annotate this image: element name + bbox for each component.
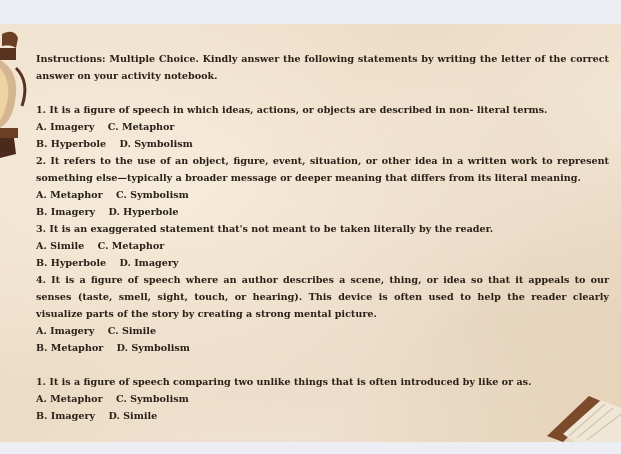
option: D. Symbolism <box>119 139 193 150</box>
option: C. Metaphor <box>97 241 165 252</box>
option: A. Imagery <box>36 122 95 133</box>
worksheet-content <box>36 51 609 425</box>
question-1-text: 1. It is a figure of speech in which ideas, actions, or objects are described in non- literal terms. <box>36 105 548 116</box>
question-5-options-row-1 <box>36 391 609 408</box>
option: D. Simile <box>108 411 158 422</box>
option: C. Metaphor <box>107 122 175 133</box>
option: C. Symbolism <box>116 190 189 201</box>
option: D. Symbolism <box>116 343 190 354</box>
option: A. Metaphor <box>36 190 103 201</box>
option: A. Imagery <box>36 326 95 337</box>
question-4-text: 4. It is a figure of speech where an author describes a scene, thing, or idea so that it appeals to our senses (taste, smell, sight, touch, or hearing). This device is often used to help the reader clearly visualize parts of the story by creating a strong mental picture. <box>36 275 609 320</box>
question-2-options-row-1 <box>36 187 609 204</box>
parchment-background <box>0 24 621 442</box>
question-3-options-row-1 <box>36 238 609 255</box>
option: A. Simile <box>36 241 85 252</box>
instructions-text: Instructions: Multiple Choice. Kindly answer the following statements by writing the letter of the correct answer on your activity notebook. <box>36 54 609 82</box>
option: B. Metaphor <box>36 343 104 354</box>
spacer <box>36 357 609 374</box>
question-1-options-row-2 <box>36 136 609 153</box>
option: B. Imagery <box>36 207 96 218</box>
option: C. Simile <box>107 326 157 337</box>
question-3-text: 3. It is an exaggerated statement that's not meant to be taken literally by the reader. <box>36 224 494 235</box>
option: B. Hyperbole <box>36 139 107 150</box>
option: A. Metaphor <box>36 394 103 405</box>
option: D. Imagery <box>119 258 179 269</box>
question-1-options-row-1 <box>36 119 609 136</box>
question-5-text: 1. It is a figure of speech comparing two unlike things that is often introduced by like or as. <box>36 377 532 388</box>
option: B. Hyperbole <box>36 258 107 269</box>
question-2-text: 2. It refers to the use of an object, figure, event, situation, or other idea in a written work to represent something else—typically a broader message or deeper meaning that differs from its literal meaning. <box>36 156 609 184</box>
option: D. Hyperbole <box>108 207 179 218</box>
option: B. Imagery <box>36 411 96 422</box>
question-5-options-row-2 <box>36 408 609 425</box>
option: C. Symbolism <box>116 394 189 405</box>
question-2-options-row-2 <box>36 204 609 221</box>
oil-lamp-icon <box>0 24 34 164</box>
question-4-options-row-2 <box>36 340 609 357</box>
question-4-options-row-1 <box>36 323 609 340</box>
question-3-options-row-2 <box>36 255 609 272</box>
